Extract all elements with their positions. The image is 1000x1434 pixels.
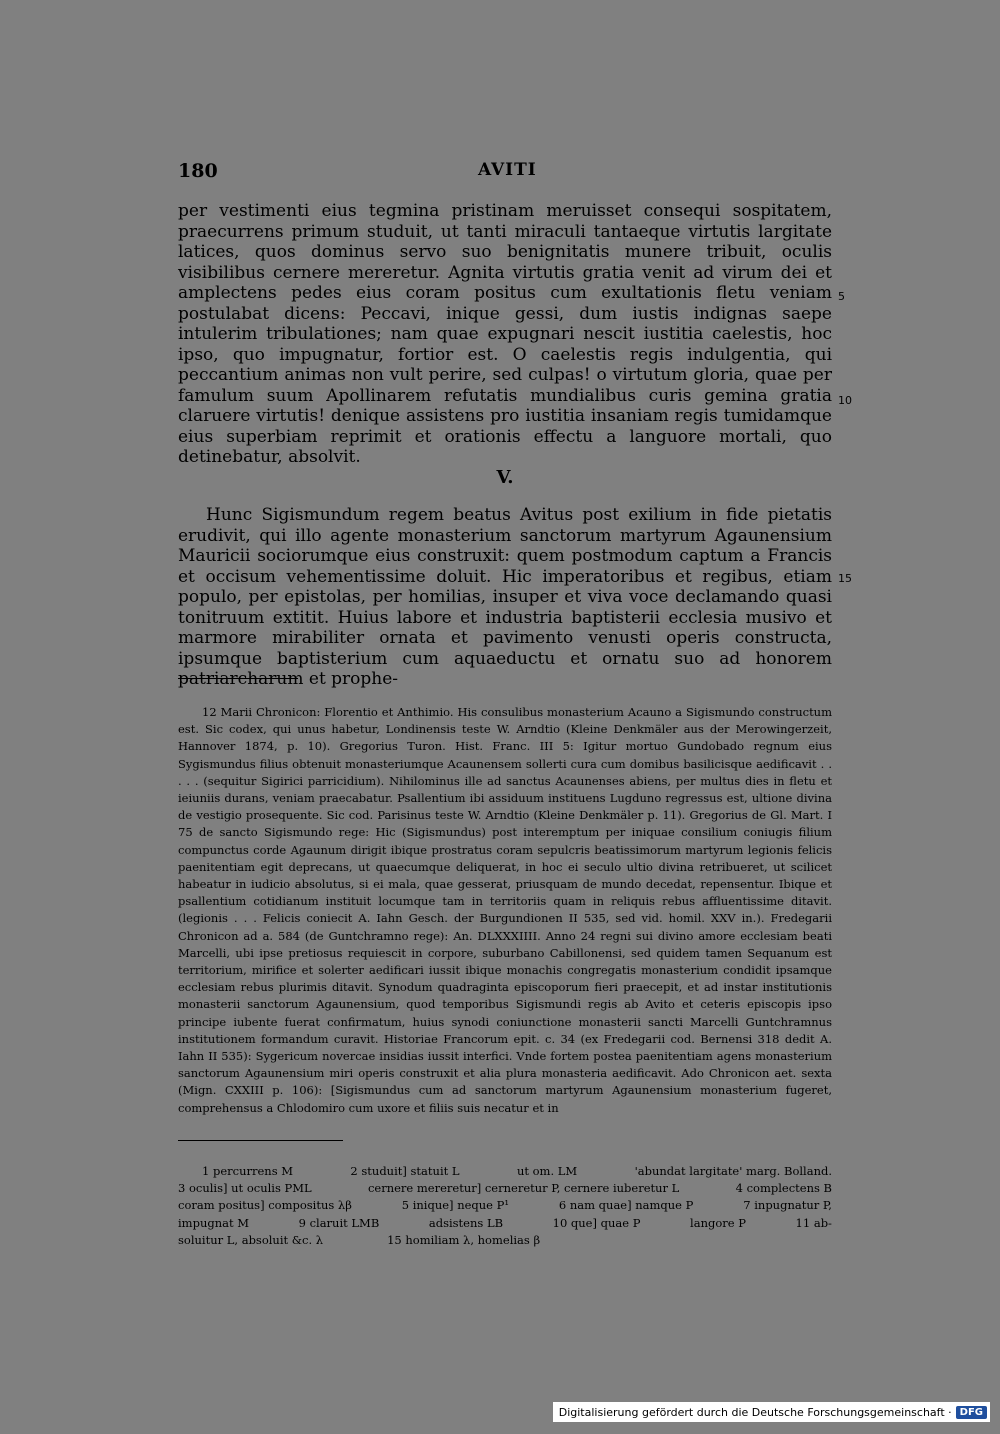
apparatus-entry: adsistens LB xyxy=(428,1215,504,1230)
section-heading: V. xyxy=(496,467,514,488)
apparatus-entry: 6 nam quae] namque P xyxy=(558,1198,694,1213)
apparatus-line xyxy=(178,1180,832,1197)
apparatus-entry: ut om. LM xyxy=(516,1164,578,1178)
apparatus-entry: 1 percurrens M xyxy=(202,1164,294,1178)
apparatus-line xyxy=(178,1163,832,1180)
apparatus-entry: soluitur L, absoluit &c. λ xyxy=(178,1232,324,1247)
apparatus-line xyxy=(178,1232,832,1249)
apparatus-entry: 2 studuit] statuit L xyxy=(350,1164,460,1178)
apparatus-entry: impugnat M xyxy=(178,1215,250,1230)
line-number-10: 10 xyxy=(838,394,852,407)
main-text-block-1 xyxy=(178,201,832,468)
commentary-notes xyxy=(178,704,832,1117)
apparatus-entry: 3 oculis] ut oculis PML xyxy=(178,1181,312,1196)
running-title: AVITI xyxy=(478,160,537,180)
line-number-5: 5 xyxy=(838,290,845,303)
apparatus-entry: langore P xyxy=(690,1215,746,1230)
running-head xyxy=(178,160,832,186)
main-paragraph: Hunc Sigismundum regem beatus Avitus post exilium in fide pietatis erudivit, qui illo agente monasterium sanctorum martyrum Agaunensium Mauricii sociorumque eius construxit: quem postmodum captum a Francis et occisum vehementissime doluit. Hic imperatoribus et regibus, etiam populo, per epistolas, per homilias, insuper et viva voce declamando quasi tonitruum extitit. Huius labore et industria baptisterii ecclesia musivo et marmore mirabiliter ornata et pavimento venusti operis constructa, ipsumque baptisterium cum aquaeductu et ornatu suo ad honorem patriarcharum et prophe- xyxy=(178,505,832,689)
apparatus-entry: 11 ab- xyxy=(795,1215,832,1230)
dfg-logo-icon: DFG xyxy=(956,1406,987,1419)
apparatus-entry: 10 que] quae P xyxy=(552,1215,641,1230)
commentary-paragraph: 12 Marii Chronicon: Florentio et Anthimio. His consulibus monasterium Acauno a Sigismundo constructum est. Sic codex, qui unus habetur, Londinensis teste W. Arndtio (Kleine Denkmäler aus der Merowingerzeit, Hannover 1874, p. 10). Gregorius Turon. Hist. Franc. III 5: Igitur mortuo Gundobado regnum eius Sygismundus filius obtenuit monasteriumque Acaunensem sollerti cura cum domibus basilicisque aedificavit . . . . . (sequitur Sigirici parricidium). Nihilominus ille ad sanctus Acaunenses abiens, per multus dies in fletu et ieiuniis durans, veniam praecabatur. Psallentium ibi assiduum instituens Lugduno regressus est, ultione divina de vestigio prosequente. Sic cod. Parisinus teste W. Arndtio (Kleine Denkmäler p. 11). Gregorius de Gl. Mart. I 75 de sancto Sigismundo rege: Hic (Sigismundus) post interemptum per iniquae consilium coniugis filium compunctus corde Agaunum dirigit ibique prostratus coram sepulcris beatissimorum martyrum legionis felicis paenitentiam egit deprecans, ut quaecumque deliquerat, in hoc ei seculo ultio divina retribueret, ut scilicet habeatur in iudicio absolutus, si ei mala, quae gesserat, priusquam de mundo decedat, repensentur. Ibique et psallentium cotidianum instituit locumque tam in territoriis quam in reliquis rebus affluentissime ditavit. (legionis . . . Felicis coniecit A. Iahn Gesch. der Burgundionen II 535, sed vid. homil. XXV in.). Fredegarii Chronicon ad a. 584 (de Guntchramno rege): An. DLXXXIIII. Anno 24 regni sui divino amore ecclesiam beati Marcelli, ubi ipse pretiosus requiescit in corpore, suburbano Cabillonensi, sed quidem tamen Sequanum est territorium, mirifice et solerter aedificari iussit ibique monachis congregatis monasterium condidit ipsamque ecclesiam rebus plurimis ditavit. Synodum quadraginta episcoporum fieri praecepit, et ad instar institutionis monasterii sanctorum Agaunensium, quod temporibus Sigismundi regis ab Avito et ceteris episcopis ipso principe iubente fuerat confirmatum, huius synodi coniunctione monasterii sancti Marcelli Guntchramnus institutionem formandum curavit. Historiae Francorum epit. c. 34 (ex Fredegarii cod. Bernensi 318 dedit A. Iahn II 535): Sygericum novercae insidias iussit interfici. Vnde fortem postea paenitentiam agens monasterium sanctorum Agaunensium miri operis construxit et alia plura monasteria aedificavit. Ado Chronicon aet. sexta (Mign. CXXIII p. 106): [Sigismundus cum ad sanctorum martyrum Agaunensium monasterium fugeret, comprehensus a Chlodomiro cum uxore et filiis suis necatur et in xyxy=(178,705,832,1115)
apparatus-entry: 5 inique] neque P¹ xyxy=(401,1198,509,1213)
apparatus-entry: coram positus] compositus λβ xyxy=(178,1198,352,1213)
apparatus-entry: 4 complectens B xyxy=(735,1181,832,1196)
line-number-15: 15 xyxy=(838,572,852,585)
apparatus-entry: 'abundat largitate' marg. Bolland. xyxy=(634,1164,832,1178)
apparatus-entry: 9 claruit LMB xyxy=(298,1215,380,1230)
main-paragraph: per vestimenti eius tegmina pristinam meruisset consequi sospitatem, praecurrens primum studuit, ut tanti miraculi tantaeque virtutis largitate latices, quos dominus servo suo benignitatis munere tribuit, oculis visibilibus cernere mereretur. Agnita virtutis gratia venit ad virum dei et amplectens pedes eius coram positus cum exultationis fletu veniam postulabat dicens: Peccavi, inique gessi, dum iustis indignas saepe intulerim tribulationes; nam quae expugnari nescit iustitia caelestis, hoc ipso, quo impugnatur, fortior est. O caelestis regis indulgentia, qui peccantium animas non vult perire, sed culpas! o virtutum gloria, quae per famulum suum Apollinarem refutatis mundialibus curis gemina gratia claruere virtutis! denique assistens pro iustitia insaniam regis tumidamque eius superbiam reprimit et orationis effectu a languore mortali, quo detinebatur, absolvit. xyxy=(178,201,832,467)
footnote-divider xyxy=(178,678,298,679)
page-number: 180 xyxy=(178,160,218,182)
funding-banner xyxy=(553,1402,990,1422)
apparatus-line xyxy=(178,1197,832,1214)
apparatus-entry: 15 homiliam λ, homelias β xyxy=(387,1232,541,1247)
main-text-block-2 xyxy=(178,505,832,690)
critical-apparatus xyxy=(178,1163,832,1249)
apparatus-line xyxy=(178,1215,832,1232)
apparatus-divider xyxy=(178,1140,343,1141)
funding-text: Digitalisierung gefördert durch die Deutsche Forschungsgemeinschaft · xyxy=(558,1405,952,1419)
apparatus-entry: 7 inpugnatur P, xyxy=(743,1198,832,1213)
apparatus-entry: cernere mereretur] cerneretur P, cernere iuberetur L xyxy=(367,1181,680,1196)
